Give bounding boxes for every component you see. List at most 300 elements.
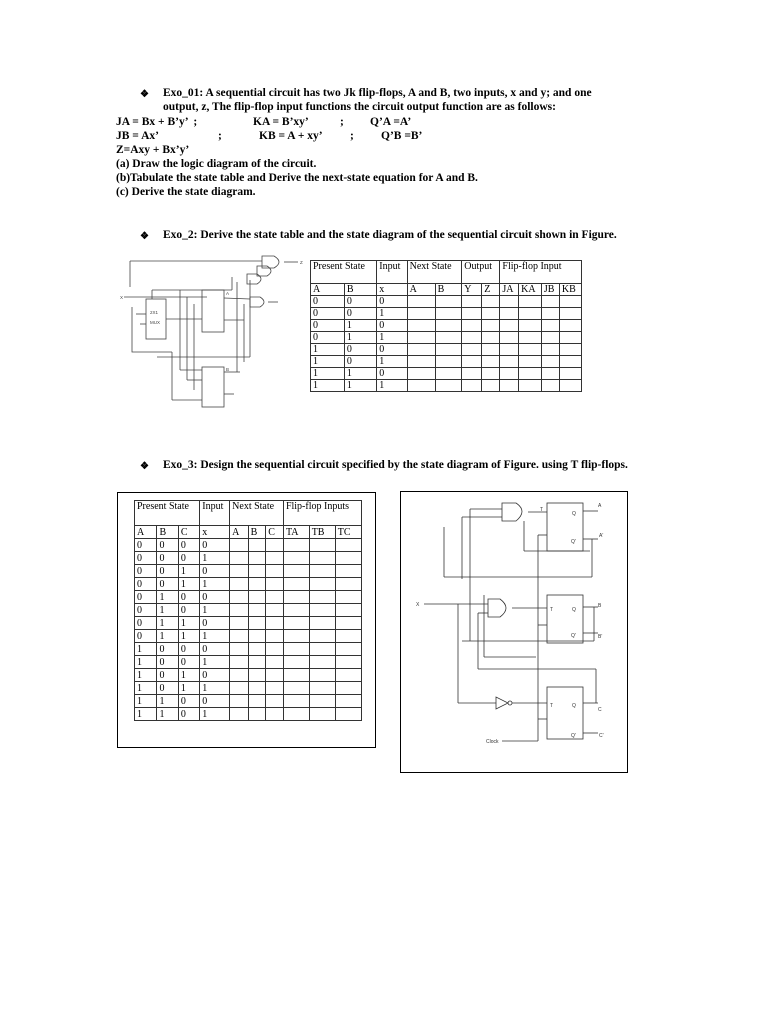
column-header: TA [283,526,309,539]
task-c: (c) Derive the state diagram. [116,186,256,198]
table-cell [541,356,559,368]
table-cell [500,296,519,308]
column-header: B [248,526,266,539]
table-cell [559,308,581,320]
column-header: x [377,284,407,296]
table-cell [435,368,462,380]
table-cell [482,368,500,380]
table-cell: 0 [178,643,199,656]
table-cell [335,539,361,552]
table-cell [266,656,284,669]
table-cell: 1 [178,630,199,643]
table-cell [335,656,361,669]
table-cell: 0 [311,320,345,332]
table-cell [407,320,435,332]
table-cell [462,296,482,308]
label-bp: B' [598,634,603,640]
table-row [135,695,362,708]
table-cell: 0 [178,539,199,552]
table-row [135,552,362,565]
table-cell [248,656,266,669]
table-cell: 0 [157,539,178,552]
header-present-state: Present State [311,261,377,284]
table-row [135,617,362,630]
table-row [135,565,362,578]
table-cell: 1 [200,630,230,643]
table-row [311,296,582,308]
column-header: C [266,526,284,539]
table-cell: 0 [135,552,157,565]
table-cell [435,320,462,332]
table-cell: 0 [344,308,376,320]
table-cell [248,617,266,630]
table-cell [559,344,581,356]
table-cell [266,591,284,604]
table-cell: 1 [377,308,407,320]
table-cell: 1 [178,682,199,695]
table-cell [462,380,482,392]
table-cell: 0 [178,656,199,669]
table-cell [266,552,284,565]
table-cell [559,332,581,344]
table-cell [266,669,284,682]
table-cell: 1 [344,368,376,380]
table-cell: 0 [178,552,199,565]
table-cell [482,356,500,368]
table-cell [266,539,284,552]
table-cell [283,539,309,552]
table-cell [230,630,248,643]
table-row [311,356,582,368]
table-cell [335,578,361,591]
table-cell [519,320,542,332]
table-cell: 1 [135,695,157,708]
table-cell [482,320,500,332]
table-cell [266,578,284,591]
table-cell [266,708,284,721]
table-cell [462,308,482,320]
table-cell [230,708,248,721]
table-cell [335,552,361,565]
table-cell [283,552,309,565]
header-next-state: Next State [407,261,462,284]
table-row [311,368,582,380]
table-cell: 1 [377,356,407,368]
table-cell: 1 [135,669,157,682]
eq-jb: JB = Ax’ [116,130,159,142]
table-cell [335,617,361,630]
table-cell [462,344,482,356]
table-cell [230,695,248,708]
table-cell: 1 [200,656,230,669]
table-cell: 0 [311,296,345,308]
table-cell: 0 [135,578,157,591]
table-cell [435,380,462,392]
table-cell [230,669,248,682]
table-cell [519,308,542,320]
table-cell [541,380,559,392]
table-cell [559,368,581,380]
table-cell [462,356,482,368]
table-cell [230,617,248,630]
table-cell: 0 [377,344,407,356]
table-cell: 0 [178,708,199,721]
table-cell: 1 [377,380,407,392]
table-cell: 1 [178,565,199,578]
table-row [135,604,362,617]
table-cell: 1 [200,682,230,695]
table-cell [230,656,248,669]
header-input: Input [377,261,407,284]
table-cell: 0 [178,591,199,604]
exo2-title: Exo_2: Derive the state table and the state diagram of the sequential circuit shown in Figure. [163,229,617,241]
column-header: Y [462,284,482,296]
table-cell [435,356,462,368]
table-row [311,320,582,332]
table-cell: 1 [157,630,178,643]
label-b: B [598,603,602,609]
bullet-icon: ❖ [140,89,149,100]
exo2-state-table [310,260,582,392]
eq-ka: KA = B’xy’ [253,116,309,128]
table-cell [500,332,519,344]
table-cell [335,669,361,682]
table-cell: 1 [200,552,230,565]
table-cell [482,380,500,392]
label-qp-c: Q' [571,733,576,739]
table-cell [309,630,335,643]
table-cell [248,695,266,708]
table-cell: 0 [135,604,157,617]
table-cell: 0 [178,695,199,708]
table-cell [230,604,248,617]
table-cell: 1 [135,708,157,721]
table-cell [266,643,284,656]
table-cell [407,332,435,344]
table-cell: 0 [157,578,178,591]
table-cell [500,380,519,392]
exo3-title: Exo_3: Design the sequential circuit specified by the state diagram of Figure. using T flip-flops. [163,459,628,471]
column-header: A [135,526,157,539]
table-cell [283,630,309,643]
table-cell [435,344,462,356]
table-cell [309,617,335,630]
eq-sep: ; [218,130,222,142]
label-mux: 2X1 [150,310,159,315]
table-cell [309,682,335,695]
table-cell: 1 [178,578,199,591]
table-cell: 0 [157,656,178,669]
table-cell [248,578,266,591]
table-cell [335,708,361,721]
table-cell [283,656,309,669]
table-cell: 1 [135,682,157,695]
table-cell [309,669,335,682]
table-cell [230,552,248,565]
table-cell [283,591,309,604]
table-cell: 0 [135,565,157,578]
bullet-icon: ❖ [140,231,149,242]
task-a: (a) Draw the logic diagram of the circuit. [116,158,317,170]
table-cell [309,643,335,656]
column-header: KA [519,284,542,296]
table-row [135,682,362,695]
table-row [135,669,362,682]
table-cell: 0 [311,332,345,344]
table-cell: 1 [178,617,199,630]
table-cell: 1 [344,320,376,332]
table-cell: 1 [135,643,157,656]
table-cell [248,682,266,695]
table-cell: 1 [344,332,376,344]
table-row [135,630,362,643]
table-cell [309,578,335,591]
column-header: Z [482,284,500,296]
table-cell: 1 [157,617,178,630]
label-t-b: T [550,607,554,613]
table-cell: 0 [157,669,178,682]
eq-ja: JA = Bx + B’y’ ; [116,116,198,128]
table-cell [283,708,309,721]
table-cell [519,332,542,344]
table-cell: 0 [377,296,407,308]
label-t-c: T [550,703,554,709]
table-cell [435,308,462,320]
table-cell [230,682,248,695]
label-ap: A' [599,533,604,539]
table-cell [519,380,542,392]
header-flipflop-input: Flip-flop Input [500,261,582,284]
table-cell: 0 [344,356,376,368]
table-cell [541,332,559,344]
exo1-title-line2: output, z, The flip-flop input functions the circuit output function are as follows: [163,101,556,113]
table-cell: 1 [178,669,199,682]
column-header: B [435,284,462,296]
column-header: JA [500,284,519,296]
table-row [135,643,362,656]
exo3-circuit-diagram [400,491,628,773]
table-cell [519,296,542,308]
exo3-state-table [134,500,362,721]
table-cell [407,368,435,380]
table-cell [309,708,335,721]
table-cell [407,380,435,392]
table-cell: 0 [200,539,230,552]
table-cell [309,539,335,552]
column-header: C [178,526,199,539]
table-cell [482,296,500,308]
table-cell [541,296,559,308]
table-row [311,344,582,356]
table-cell: 0 [344,296,376,308]
table-cell [248,708,266,721]
table-cell [248,643,266,656]
table-cell [541,344,559,356]
eq-kb: KB = A + xy’ [259,130,323,142]
header-next-state: Next State [230,501,284,526]
table-cell [248,565,266,578]
table-cell [266,695,284,708]
table-cell [248,539,266,552]
column-header: TC [335,526,361,539]
table-cell [462,368,482,380]
table-cell [335,630,361,643]
table-cell [407,344,435,356]
table-cell [462,332,482,344]
column-header: A [230,526,248,539]
table-cell [266,682,284,695]
table-cell: 1 [157,695,178,708]
eq-qa: Q’A =A’ [370,116,412,128]
table-cell: 0 [377,320,407,332]
table-cell [309,552,335,565]
table-cell: 1 [311,368,345,380]
table-cell: 1 [377,332,407,344]
table-cell: 1 [200,708,230,721]
table-cell [541,308,559,320]
table-cell: 0 [200,695,230,708]
eq-qb: Q’B =B’ [381,130,423,142]
table-cell: 0 [200,669,230,682]
label-q-c: Q [572,703,576,709]
table-cell [519,356,542,368]
column-header-row [311,284,582,296]
exo2-circuit-diagram [112,252,308,410]
table-cell [309,695,335,708]
eq-sep: ; [340,116,344,128]
label-q-b: Q [572,607,576,613]
table-cell [435,332,462,344]
table-cell [500,308,519,320]
table-cell: 0 [135,591,157,604]
table-cell [309,604,335,617]
table-cell [248,630,266,643]
label-qp-a: Q' [571,539,576,545]
table-cell [230,578,248,591]
header-row [135,501,362,526]
column-header-row [135,526,362,539]
header-input: Input [200,501,230,526]
table-cell: 0 [135,630,157,643]
table-cell [266,565,284,578]
label-q-a: Q [572,511,576,517]
table-row [135,708,362,721]
table-cell: 0 [157,552,178,565]
label-x: X [416,602,420,608]
table-cell: 0 [344,344,376,356]
label-cp: C' [599,733,604,739]
table-cell [335,604,361,617]
table-cell [541,320,559,332]
table-cell: 0 [377,368,407,380]
bullet-icon: ❖ [140,461,149,472]
table-row [135,578,362,591]
table-cell: 1 [157,591,178,604]
table-cell [541,368,559,380]
column-header: B [157,526,178,539]
table-cell [266,604,284,617]
table-cell [283,578,309,591]
table-cell: 0 [200,617,230,630]
table-cell [335,643,361,656]
table-cell [500,368,519,380]
header-output: Output [462,261,500,284]
table-cell [335,565,361,578]
table-cell [335,591,361,604]
table-cell [482,332,500,344]
table-cell: 1 [135,656,157,669]
label-x: X [120,295,124,300]
label-a: A [598,503,602,509]
table-cell: 0 [157,682,178,695]
table-cell [283,695,309,708]
table-cell [519,368,542,380]
column-header: B [344,284,376,296]
table-cell: 0 [311,308,345,320]
table-cell [309,565,335,578]
table-cell [559,356,581,368]
exo1-title-line1: Exo_01: A sequential circuit has two Jk flip-flops, A and B, two inputs, x and y; and one [163,87,592,99]
table-cell: 1 [157,604,178,617]
table-cell [248,604,266,617]
table-cell: 1 [311,344,345,356]
table-cell [266,630,284,643]
table-cell [283,565,309,578]
table-cell [407,356,435,368]
table-cell [462,320,482,332]
label-t-a: T [540,507,544,513]
table-cell: 0 [200,565,230,578]
table-cell: 0 [200,643,230,656]
table-cell: 1 [344,380,376,392]
table-row [135,656,362,669]
table-cell [482,308,500,320]
eq-z: Z=Axy + Bx’y’ [116,144,190,156]
table-cell [266,617,284,630]
table-row [311,332,582,344]
header-flipflop-inputs: Flip-flop Inputs [283,501,361,526]
table-cell [500,356,519,368]
label-clock: Clock [486,739,499,745]
label-b: B [226,367,230,372]
table-cell [500,344,519,356]
table-cell [283,643,309,656]
table-cell: 0 [178,604,199,617]
column-header: KB [559,284,581,296]
table-cell [283,617,309,630]
table-cell [283,604,309,617]
label-qp-b: Q' [571,633,576,639]
table-cell [283,682,309,695]
header-row [311,261,582,284]
table-cell: 1 [311,356,345,368]
table-cell [500,320,519,332]
table-cell [283,669,309,682]
table-cell: 1 [200,578,230,591]
table-cell [309,591,335,604]
label-c: C [598,707,602,713]
eq-sep: ; [350,130,354,142]
table-cell [248,591,266,604]
table-cell: 0 [135,539,157,552]
table-row [135,539,362,552]
table-cell [230,591,248,604]
column-header: x [200,526,230,539]
table-cell: 0 [200,591,230,604]
table-row [135,591,362,604]
table-cell [559,380,581,392]
table-cell [230,565,248,578]
